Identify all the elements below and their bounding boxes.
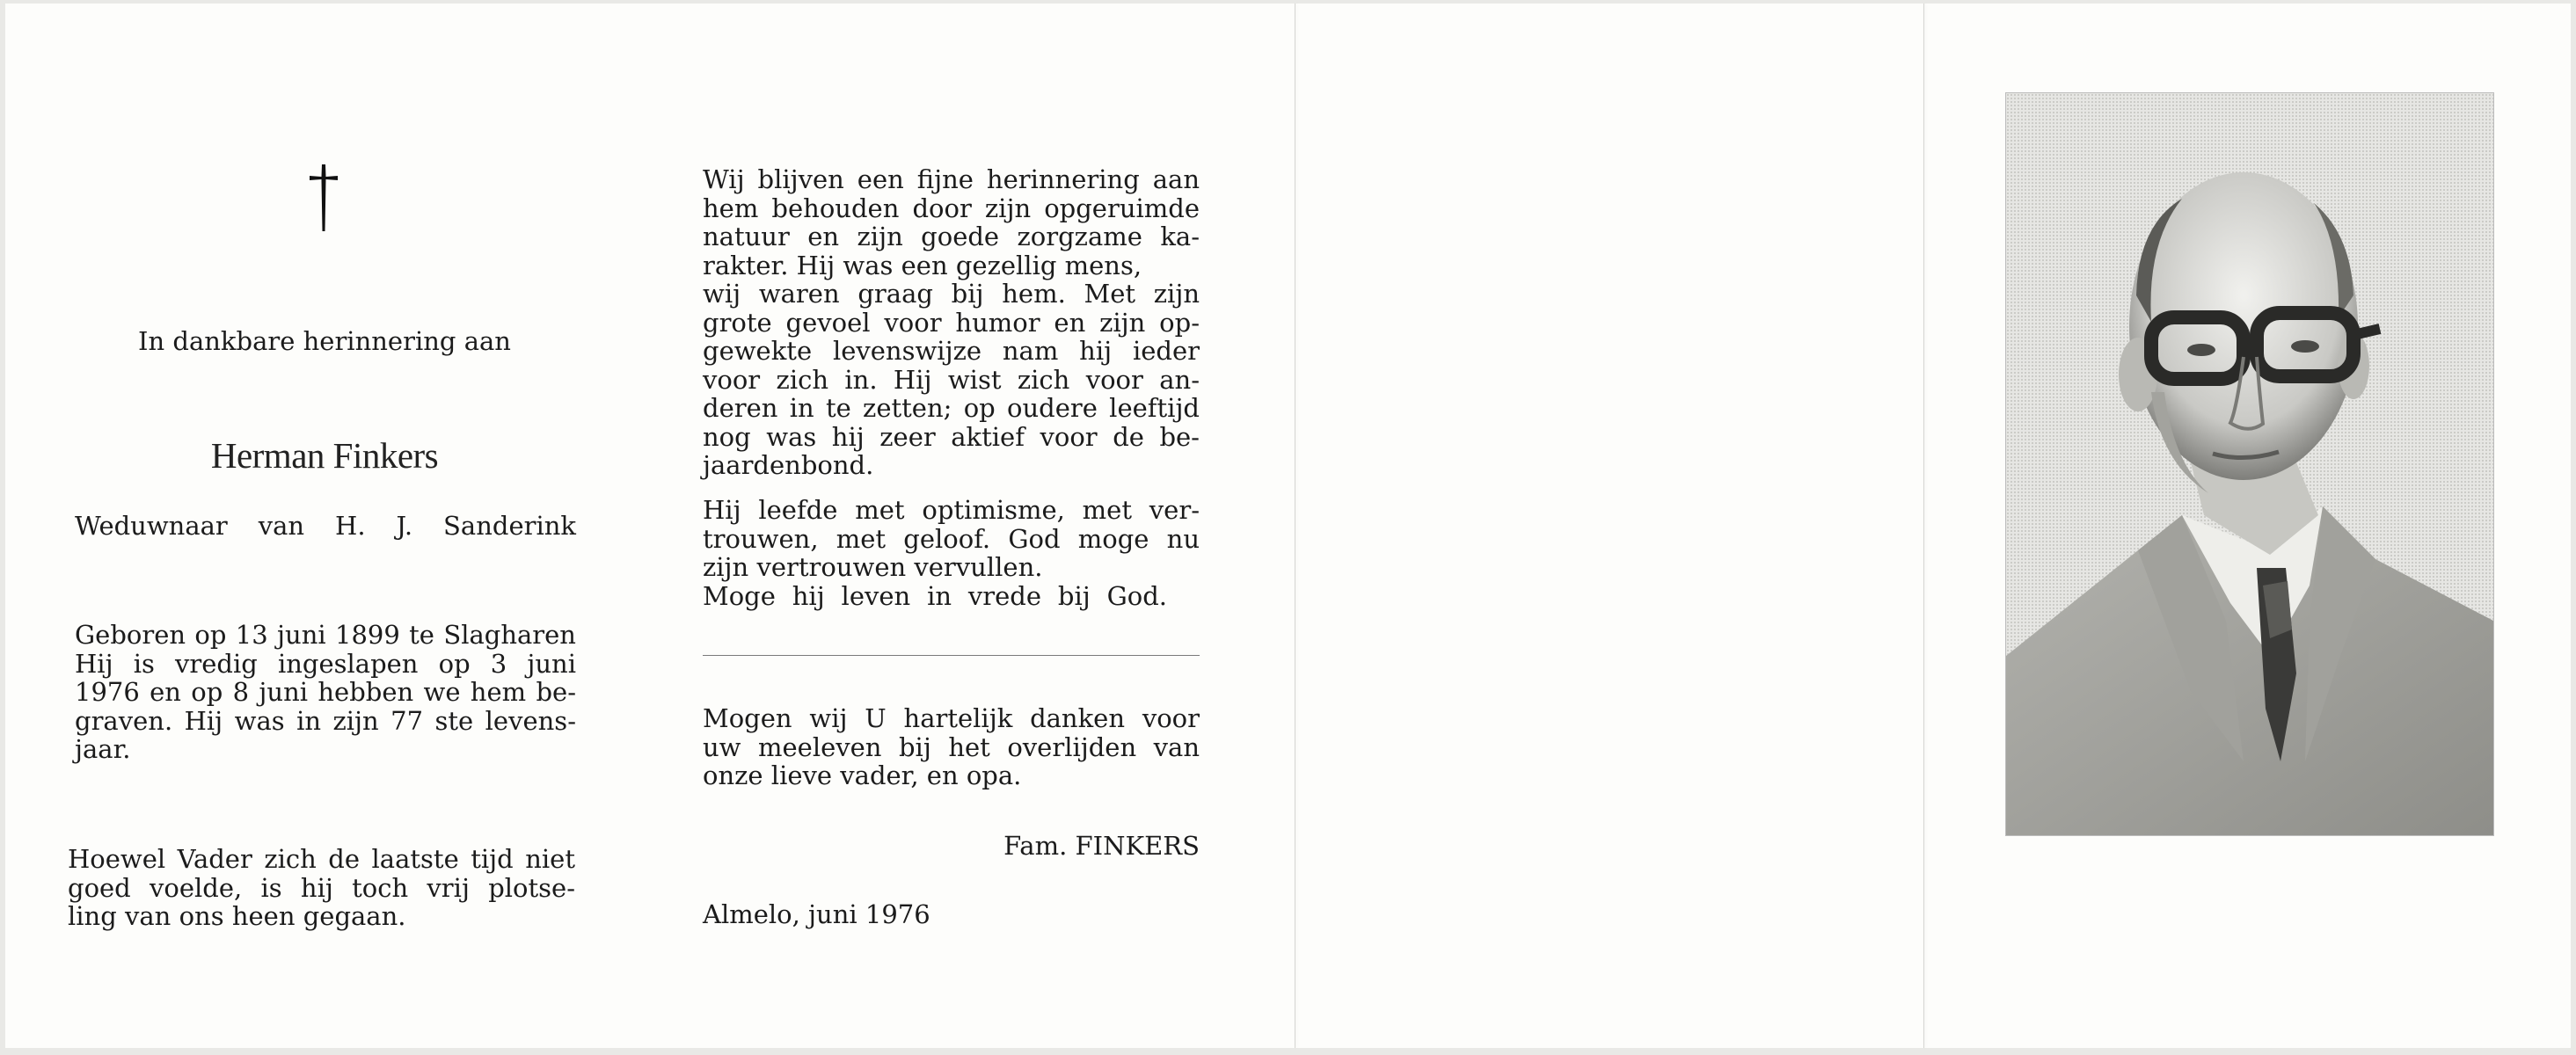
text-line: grote gevoel voor humor en zijn op-: [703, 307, 1200, 338]
widower-line: Weduwnaar van H. J. Sanderink: [75, 511, 576, 541]
text-line: jaardenbond.: [703, 450, 874, 480]
text-line: Moge hij leven in vrede bij God.: [703, 580, 1167, 611]
text-line: trouwen, met geloof. God moge nu: [703, 523, 1200, 554]
text-line: Geboren op 13 juni 1899 te Slagharen: [75, 620, 576, 650]
text-line: 1976 en op 8 juni hebben we hem be-: [75, 677, 576, 707]
memory-paragraph: [703, 165, 1200, 480]
text-line: voor zich in. Hij wist zich voor an-: [703, 364, 1200, 395]
place-date: Almelo, juni 1976: [703, 899, 930, 929]
birth-paragraph: [75, 621, 576, 764]
text-line: jaar.: [75, 734, 131, 764]
thanks-paragraph: [703, 704, 1200, 790]
text-line: natuur en zijn goede zorgzame ka-: [703, 222, 1200, 251]
portrait-illustration: [2006, 93, 2493, 835]
divider: [703, 655, 1200, 656]
passing-paragraph: [68, 845, 575, 931]
text-line: zijn vertrouwen vervullen.: [703, 552, 1043, 582]
intro-text: In dankbare herinnering aan: [138, 326, 511, 356]
text-line: rakter. Hij was een gezellig mens,: [703, 250, 1142, 280]
text-line: Hij is vredig ingeslapen op 3 juni: [75, 648, 576, 679]
text-line: onze lieve vader, en opa.: [703, 760, 1022, 790]
text-line: Hoewel Vader zich de laatste tijd niet: [68, 844, 575, 874]
text-line: uw meeleven bij het overlijden van: [703, 731, 1200, 762]
optimism-paragraph: [703, 496, 1200, 610]
text-line: nog was hij zeer aktief voor de be-: [703, 421, 1200, 452]
fold-line-right: [1923, 4, 1924, 1048]
text-line: Wij blijven een fijne herinnering aan: [703, 164, 1200, 194]
text-line: deren in te zetten; op oudere leeftijd: [703, 393, 1200, 423]
text-line: goed voelde, is hij toch vrij plotse-: [68, 872, 575, 903]
cross-icon: [304, 164, 343, 231]
signature: Fam. FINKERS: [1003, 831, 1200, 861]
portrait-photo: [2005, 92, 2494, 836]
text-line: Mogen wij U hartelijk danken voor: [703, 703, 1200, 733]
text-line: wij waren graag bij hem. Met zijn: [703, 279, 1200, 309]
text-line: hem behouden door zijn opgeruimde: [703, 193, 1200, 223]
deceased-name: Herman Finkers: [210, 435, 439, 476]
memorial-card: [5, 4, 2571, 1048]
text-line: ling van ons heen gegaan.: [68, 901, 406, 931]
text-line: graven. Hij was in zijn 77 ste levens-: [75, 705, 576, 736]
text-line: Hij leefde met optimisme, met ver-: [703, 495, 1200, 525]
text-line: gewekte levenswijze nam hij ieder: [703, 336, 1200, 366]
